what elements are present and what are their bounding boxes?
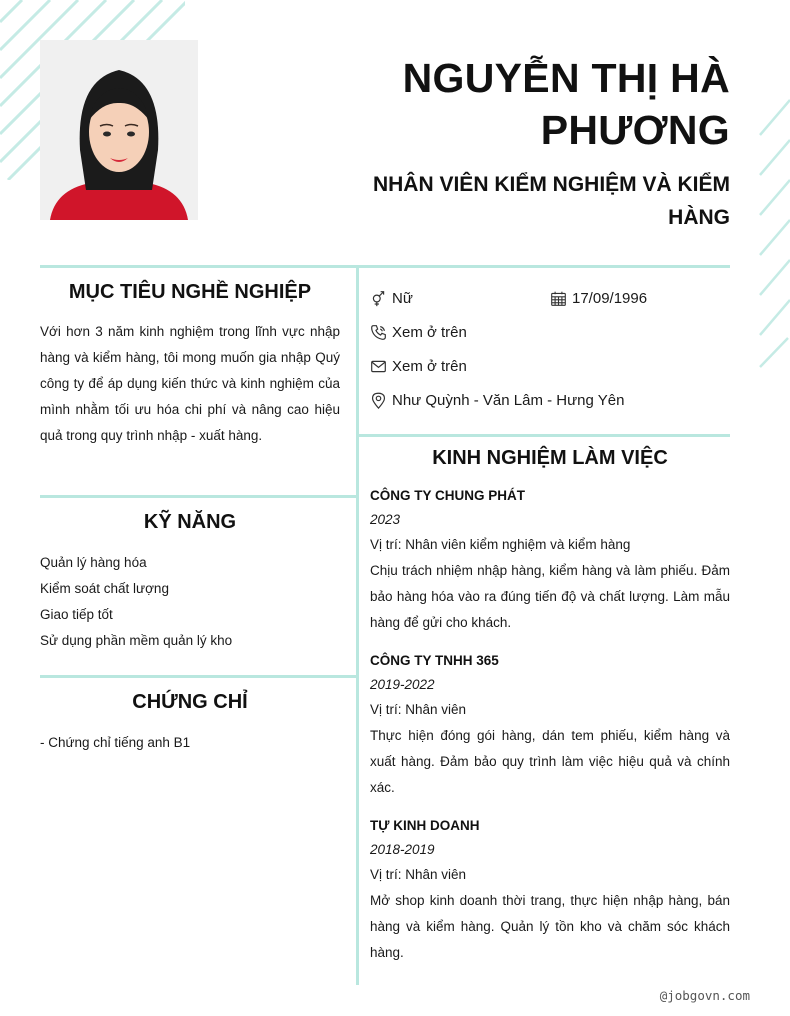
job-company: CÔNG TY CHUNG PHÁT xyxy=(370,488,526,503)
job-title: NHÂN VIÊN KIỂM NGHIỆM VÀ KIỂM HÀNG xyxy=(372,173,730,229)
certificates-heading: CHỨNG CHỈ xyxy=(132,691,248,713)
job-description: Mở shop kinh doanh thời trang, thực hiện nhập hàng, bán hàng và kiểm hàng. Quản lý tồn kho và chăm sóc khách hàng. xyxy=(370,893,730,960)
address-value: Như Quỳnh - Văn Lâm - Hưng Yên xyxy=(392,392,625,409)
job-company: TỰ KINH DOANH xyxy=(370,818,480,833)
objective-heading: MỤC TIÊU NGHỀ NGHIỆP xyxy=(68,281,312,303)
job-position: Vị trí: Nhân viên xyxy=(370,702,467,717)
column-divider xyxy=(356,265,359,985)
list-item: Giao tiếp tốt xyxy=(40,607,113,622)
location-pin-icon xyxy=(370,392,387,409)
email-icon xyxy=(370,358,387,375)
job-years: 2023 xyxy=(370,512,401,527)
contact-divider xyxy=(359,434,730,437)
list-item: Kiểm soát chất lượng xyxy=(40,581,169,596)
contact-email xyxy=(370,358,467,375)
list-item: Quản lý hàng hóa xyxy=(40,555,147,570)
contact-address xyxy=(370,392,624,409)
experience-heading: KINH NGHIỆM LÀM VIỆC xyxy=(432,447,668,469)
gender-value: Nữ xyxy=(392,290,413,307)
phone-value[interactable]: Xem ở trên xyxy=(392,324,467,341)
list-item: - Chứng chỉ tiếng anh B1 xyxy=(40,735,191,750)
objective-text: Với hơn 3 năm kinh nghiệm trong lĩnh vực nhập hàng và kiểm hàng, tôi mong muốn gia nhập Quý công ty để áp dụng kiến thức và kinh nghiệm của mình nhằm tối ưu hóa chi phí và nâng cao hiệu quả trong quy trình nhập - xuất hàng. xyxy=(40,324,340,443)
skills-list xyxy=(40,550,340,654)
job-entry xyxy=(370,814,730,966)
job-years: 2019-2022 xyxy=(370,677,435,692)
job-position: Vị trí: Nhân viên xyxy=(370,867,467,882)
watermark: @jobgovn.com xyxy=(659,988,750,1003)
job-entry xyxy=(370,484,730,636)
skills-divider xyxy=(40,675,356,678)
email-value[interactable]: Xem ở trên xyxy=(392,358,467,375)
job-years: 2018-2019 xyxy=(370,842,435,857)
job-entry xyxy=(370,649,730,801)
list-item: Sử dụng phần mềm quản lý kho xyxy=(40,633,233,648)
decorative-stripes-right xyxy=(758,95,790,370)
skills-heading: KỸ NĂNG xyxy=(143,511,237,533)
job-company: CÔNG TY TNHH 365 xyxy=(370,653,499,668)
contact-gender xyxy=(370,290,413,307)
contact-birthday xyxy=(550,290,647,307)
certificates-list xyxy=(40,730,340,756)
header-divider xyxy=(40,265,730,268)
contact-phone xyxy=(370,324,467,341)
calendar-icon xyxy=(550,290,567,307)
job-position: Vị trí: Nhân viên kiểm nghiệm và kiểm hàng xyxy=(370,537,631,552)
candidate-name: NGUYỄN THỊ HÀ PHƯƠNG xyxy=(402,55,730,153)
birthday-value: 17/09/1996 xyxy=(572,290,648,307)
phone-icon xyxy=(370,324,387,341)
profile-photo xyxy=(40,40,198,220)
job-description: Chịu trách nhiệm nhập hàng, kiểm hàng và làm phiếu. Đảm bảo hàng hóa vào ra đúng tiến độ và chất lượng. Làm mẫu hàng để gửi cho khách. xyxy=(370,563,730,630)
gender-icon xyxy=(370,290,387,307)
job-description: Thực hiện đóng gói hàng, dán tem phiếu, kiểm hàng và xuất hàng. Đảm bảo quy trình làm việc hiệu quả và chính xác. xyxy=(370,728,730,795)
objective-divider xyxy=(40,495,356,498)
